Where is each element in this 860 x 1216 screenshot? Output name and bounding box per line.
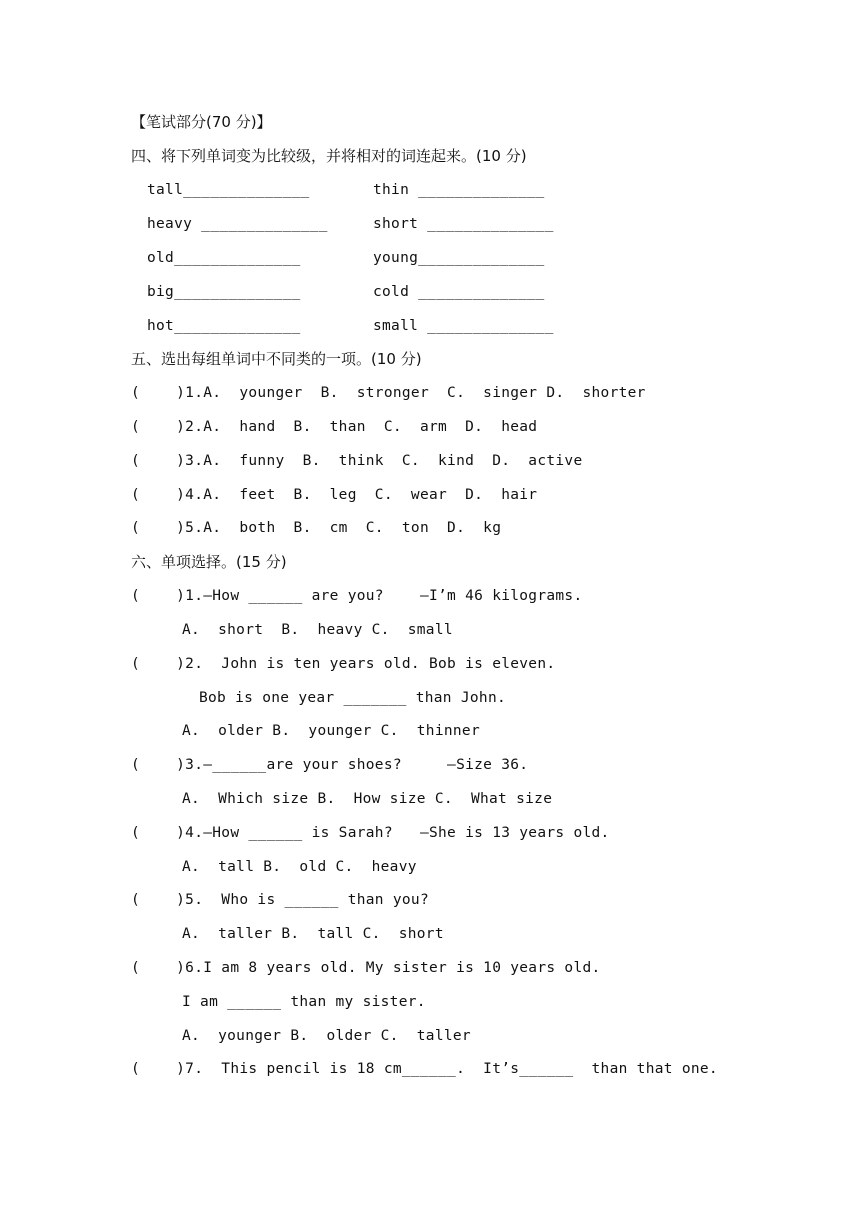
- q1-stem: ( )1.—How ______ are you? —I’m 46 kilograms.: [131, 588, 583, 604]
- section-5-heading: 五、选出每组单词中不同类的一项。(10 分): [131, 350, 422, 368]
- word-right-1: thin ______________: [373, 182, 545, 198]
- q6-stem: ( )6.I am 8 years old. My sister is 10 years old.: [131, 960, 601, 976]
- section-5-item-1: ( )1.A. younger B. stronger C. singer D. shorter: [131, 385, 646, 401]
- q6-stem-continued: I am ______ than my sister.: [182, 994, 426, 1010]
- word-left-4: big______________: [147, 284, 301, 300]
- section-6-heading: 六、单项选择。(15 分): [131, 553, 287, 571]
- q7-stem: ( )7. This pencil is 18 cm______. It’s______ than that one.: [131, 1061, 718, 1077]
- word-right-2: short ______________: [373, 216, 554, 232]
- q6-options: A. younger B. older C. taller: [182, 1028, 471, 1044]
- q3-options: A. Which size B. How size C. What size: [182, 791, 553, 807]
- word-right-5: small ______________: [373, 318, 554, 334]
- word-left-1: tall______________: [147, 182, 310, 198]
- section-5-item-2: ( )2.A. hand B. than C. arm D. head: [131, 419, 538, 435]
- q1-options: A. short B. heavy C. small: [182, 622, 453, 638]
- q4-options: A. tall B. old C. heavy: [182, 859, 417, 875]
- word-right-3: young______________: [373, 250, 545, 266]
- section-5-item-4: ( )4.A. feet B. leg C. wear D. hair: [131, 487, 538, 503]
- section-5-item-5: ( )5.A. both B. cm C. ton D. kg: [131, 520, 502, 536]
- page-title: 【笔试部分(70 分)】: [131, 113, 272, 131]
- word-left-5: hot______________: [147, 318, 301, 334]
- q5-stem: ( )5. Who is ______ than you?: [131, 892, 429, 908]
- word-right-4: cold ______________: [373, 284, 545, 300]
- section-5-item-3: ( )3.A. funny B. think C. kind D. active: [131, 453, 583, 469]
- q2-options: A. older B. younger C. thinner: [182, 723, 480, 739]
- q2-stem: ( )2. John is ten years old. Bob is eleven.: [131, 656, 556, 672]
- q2-stem-continued: Bob is one year _______ than John.: [199, 690, 507, 706]
- word-left-2: heavy ______________: [147, 216, 328, 232]
- q4-stem: ( )4.—How ______ is Sarah? —She is 13 years old.: [131, 825, 610, 841]
- section-4-heading: 四、将下列单词变为比较级，并将相对的词连起来。(10 分): [131, 147, 527, 165]
- q3-stem: ( )3.—______are your shoes? —Size 36.: [131, 757, 529, 773]
- word-left-3: old______________: [147, 250, 301, 266]
- q5-options: A. taller B. tall C. short: [182, 926, 444, 942]
